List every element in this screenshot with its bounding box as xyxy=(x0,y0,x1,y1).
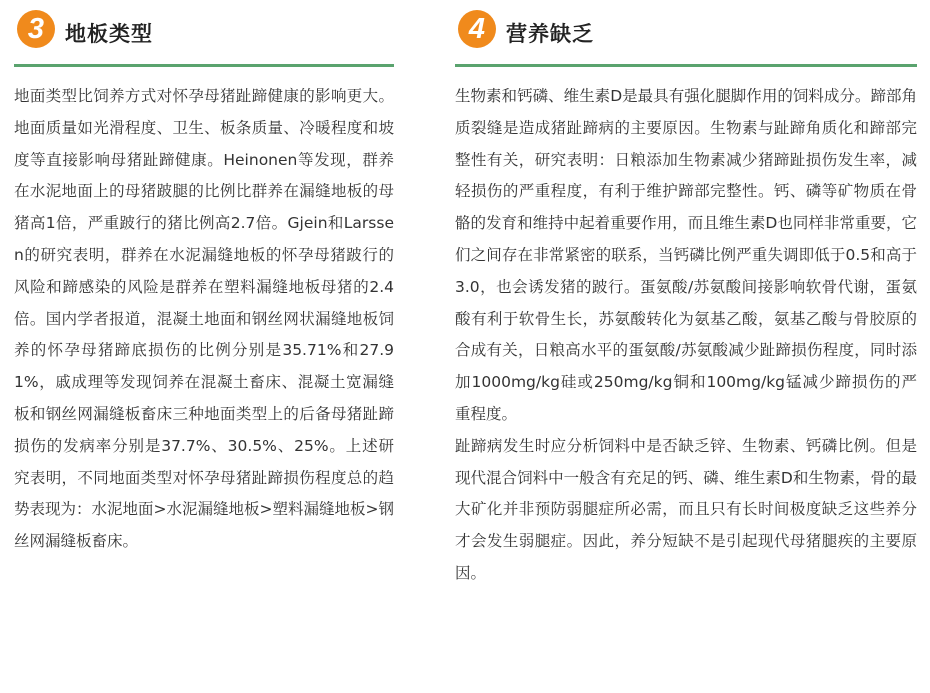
section-body xyxy=(14,81,394,558)
section-floor-type xyxy=(14,0,394,551)
section-heading xyxy=(14,0,394,52)
section-divider xyxy=(14,64,394,67)
section-title: 地板类型 xyxy=(65,22,153,46)
section-nutrition-deficiency xyxy=(455,0,917,582)
section-title: 营养缺乏 xyxy=(506,22,594,46)
section-body xyxy=(455,81,917,590)
body-paragraph: 生物素和钙磷、维生素D是最具有强化腿脚作用的饲料成分。蹄部角质裂缝是造成猪趾蹄病的主要原因。生物素与趾蹄角质化和蹄部完整性有关，研究表明：日粮添加生物素减少猪蹄趾损伤发生率，减轻损伤的严重程度，有利于维护蹄部完整性。钙、磷等矿物质在骨骼的发育和维持中起着重要作用，而且维生素D也同样非常重要，它们之间存在非常紧密的联系，当钙磷比例严重失调即低于0.5和高于3.0，也会诱发猪的跛行。蛋氨酸/苏氨酸间接影响软骨代谢，蛋氨酸有利于软骨生长，苏氨酸转化为氨基乙酸，氨基乙酸与骨胶原的合成有关，日粮高水平的蛋氨酸/苏氨酸减少趾蹄损伤程度，同时添加1000mg/kg硅或250mg/kg铜和100mg/kg锰减少蹄损伤的严重程度。 xyxy=(455,87,917,423)
section-number-badge: 3 xyxy=(17,10,55,48)
section-heading xyxy=(455,0,917,52)
body-paragraph: 趾蹄病发生时应分析饲料中是否缺乏锌、生物素、钙磷比例。但是现代混合饲料中一般含有充足的钙、磷、维生素D和生物素，骨的最大矿化并非预防弱腿症所必需，而且只有长时间极度缺乏这些养分才会发生弱腿症。因此，养分短缺不是引起现代母猪腿疾的主要原因。 xyxy=(455,436,917,582)
body-paragraph: 地面类型比饲养方式对怀孕母猪趾蹄健康的影响更大。地面质量如光滑程度、卫生、板条质量、冷暖程度和坡度等直接影响母猪趾蹄健康。Heinonen等发现，群养在水泥地面上的母猪跛腿的比例比群养在漏缝地板的母猪高1倍，严重跛行的猪比例高2.7倍。Gjein和Larssen的研究表明，群养在水泥漏缝地板的怀孕母猪跛行的风险和蹄感染的风险是群养在塑料漏缝地板母猪的2.4倍。国内学者报道，混凝土地面和钢丝网状漏缝地板饲养的怀孕母猪蹄底损伤的比例分别是35.71%和27.91%，戚成理等发现饲养在混凝土畜床、混凝土宽漏缝板和钢丝网漏缝板畜床三种地面类型上的后备母猪趾蹄损伤的发病率分别是37.7%、30.5%、25%。上述研究表明，不同地面类型对怀孕母猪趾蹄损伤程度总的趋势表现为：水泥地面>水泥漏缝地板>塑料漏缝地板>钢丝网漏缝板畜床。 xyxy=(14,87,394,551)
section-divider xyxy=(455,64,917,67)
section-number-badge: 4 xyxy=(458,10,496,48)
